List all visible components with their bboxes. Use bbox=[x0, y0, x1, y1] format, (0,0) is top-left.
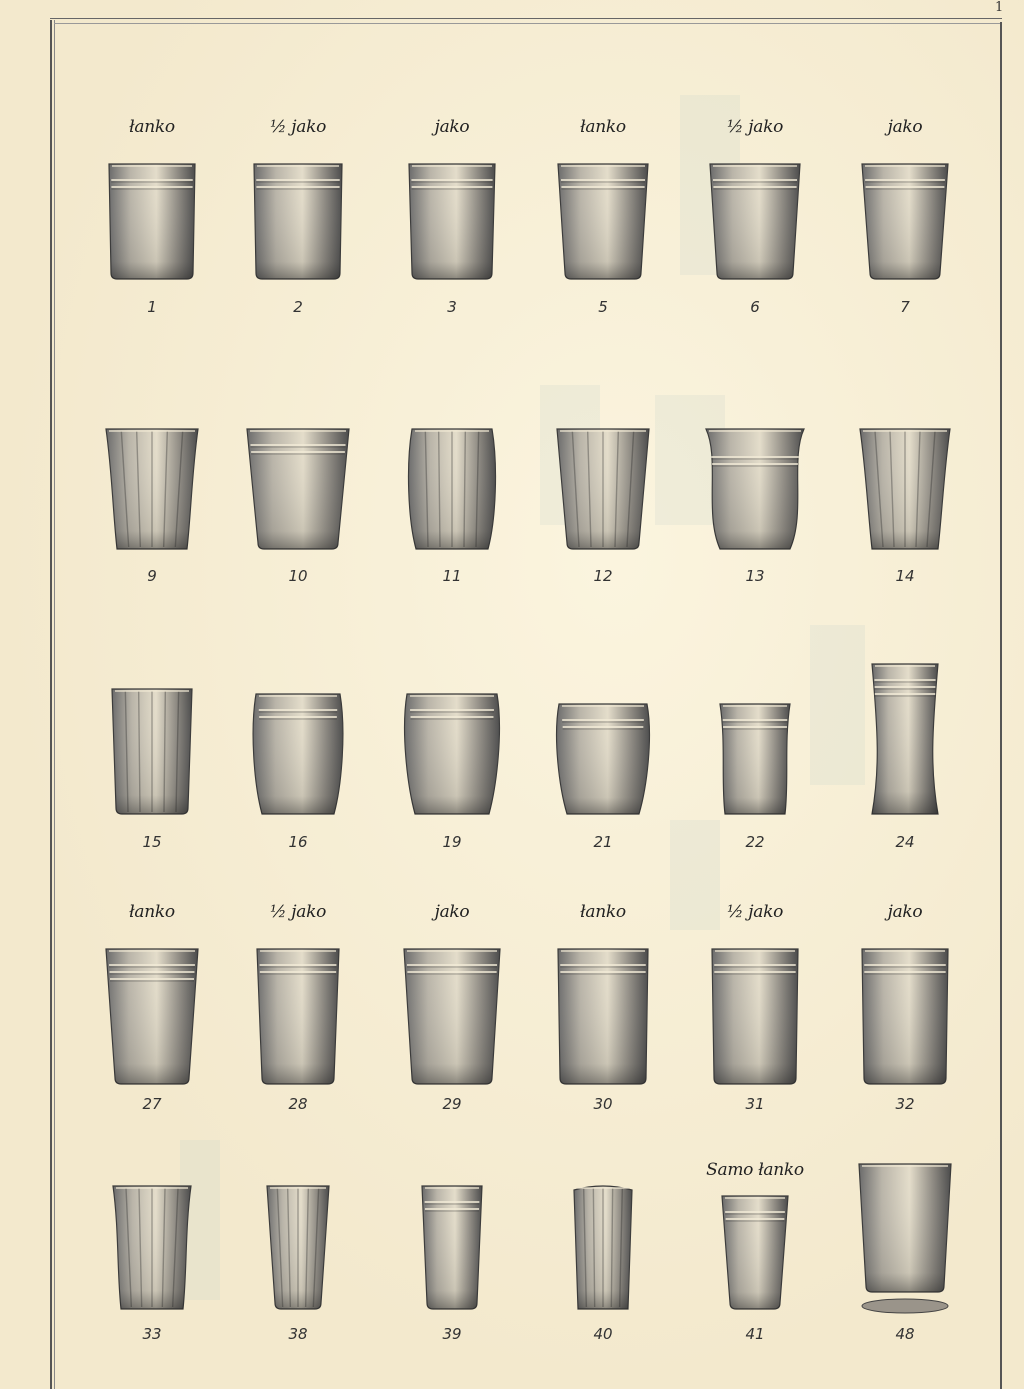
glass-model-number: 28 bbox=[288, 1095, 308, 1113]
glass-model-number: 27 bbox=[142, 1095, 162, 1113]
glass-decoration-label: łanko bbox=[129, 902, 175, 922]
glass-model-number: 13 bbox=[745, 567, 765, 585]
glass-model-number: 11 bbox=[442, 567, 462, 585]
frame-left-line bbox=[50, 20, 52, 1389]
glass-decoration-label: ½ jako bbox=[269, 902, 327, 922]
glass-illustration bbox=[848, 425, 962, 575]
glass-model-number: 38 bbox=[288, 1325, 308, 1343]
glass-model-number: 29 bbox=[442, 1095, 462, 1113]
glass-illustration bbox=[397, 160, 507, 305]
glass-decoration-label: jako bbox=[434, 902, 470, 922]
glass-decoration-label: łanko bbox=[580, 117, 626, 137]
glass-illustration bbox=[545, 425, 661, 575]
glass-model-number: 9 bbox=[147, 567, 157, 585]
glass-illustration bbox=[97, 160, 207, 305]
glass-decoration-label: jako bbox=[887, 117, 923, 137]
glass-model-number: 7 bbox=[900, 298, 910, 316]
page-number: 1 bbox=[995, 0, 1004, 15]
glass-model-number: 31 bbox=[745, 1095, 765, 1113]
glass-model-number: 22 bbox=[745, 833, 765, 851]
glass-model-number: 24 bbox=[895, 833, 915, 851]
glass-model-number: 39 bbox=[442, 1325, 462, 1343]
glass-illustration bbox=[392, 945, 512, 1110]
glass-model-number: 1 bbox=[147, 298, 157, 316]
glass-illustration bbox=[860, 660, 950, 840]
glass-illustration bbox=[700, 945, 810, 1110]
glass-illustration bbox=[698, 160, 812, 305]
glass-model-number: 33 bbox=[142, 1325, 162, 1343]
glass-illustration bbox=[395, 690, 509, 840]
glass-decoration-label: łanko bbox=[580, 902, 626, 922]
glass-illustration bbox=[244, 690, 352, 840]
frame-top-line bbox=[50, 18, 1002, 19]
glass-model-number: 2 bbox=[293, 298, 303, 316]
glass-decoration-label: ½ jako bbox=[269, 117, 327, 137]
glass-illustration bbox=[562, 1182, 644, 1335]
glass-illustration bbox=[694, 425, 816, 575]
glass-model-number: 48 bbox=[895, 1325, 915, 1343]
bleed-through-shape bbox=[810, 625, 865, 785]
glass-decoration-label: Samo łanko bbox=[706, 1160, 804, 1180]
frame-right-line bbox=[1000, 22, 1002, 1389]
glass-illustration bbox=[255, 1182, 341, 1335]
glass-illustration bbox=[710, 1192, 800, 1335]
glass-model-number: 3 bbox=[447, 298, 457, 316]
glass-illustration bbox=[101, 1182, 203, 1335]
frame-left-inner-line bbox=[54, 20, 55, 1389]
glass-illustration bbox=[546, 945, 660, 1110]
glass-decoration-label: jako bbox=[434, 117, 470, 137]
glass-decoration-label: jako bbox=[887, 902, 923, 922]
glass-model-number: 15 bbox=[142, 833, 162, 851]
glass-model-number: 40 bbox=[593, 1325, 613, 1343]
glass-illustration bbox=[547, 700, 659, 840]
glass-illustration bbox=[850, 160, 960, 305]
glass-model-number: 19 bbox=[442, 833, 462, 851]
glass-decoration-label: łanko bbox=[129, 117, 175, 137]
glass-illustration bbox=[100, 685, 204, 840]
glass-illustration bbox=[400, 425, 504, 575]
glass-illustration bbox=[235, 425, 361, 575]
glass-model-number: 32 bbox=[895, 1095, 915, 1113]
glass-model-number: 14 bbox=[895, 567, 915, 585]
glass-illustration bbox=[546, 160, 660, 305]
glass-model-number: 6 bbox=[750, 298, 760, 316]
glass-illustration bbox=[847, 1160, 963, 1318]
glass-illustration bbox=[242, 160, 354, 305]
glass-illustration bbox=[245, 945, 351, 1110]
glass-model-number: 21 bbox=[593, 833, 613, 851]
glass-illustration bbox=[708, 700, 802, 840]
glass-model-number: 12 bbox=[593, 567, 613, 585]
glass-illustration bbox=[850, 945, 960, 1110]
glass-illustration bbox=[410, 1182, 494, 1335]
glass-decoration-label: ½ jako bbox=[726, 902, 784, 922]
glass-model-number: 5 bbox=[598, 298, 608, 316]
glass-model-number: 10 bbox=[288, 567, 308, 585]
glass-model-number: 30 bbox=[593, 1095, 613, 1113]
glass-model-number: 41 bbox=[745, 1325, 765, 1343]
glass-illustration bbox=[94, 425, 210, 575]
glass-model-number: 16 bbox=[288, 833, 308, 851]
glass-illustration bbox=[94, 945, 210, 1110]
frame-top-inner-line bbox=[54, 23, 1000, 24]
glass-decoration-label: ½ jako bbox=[726, 117, 784, 137]
